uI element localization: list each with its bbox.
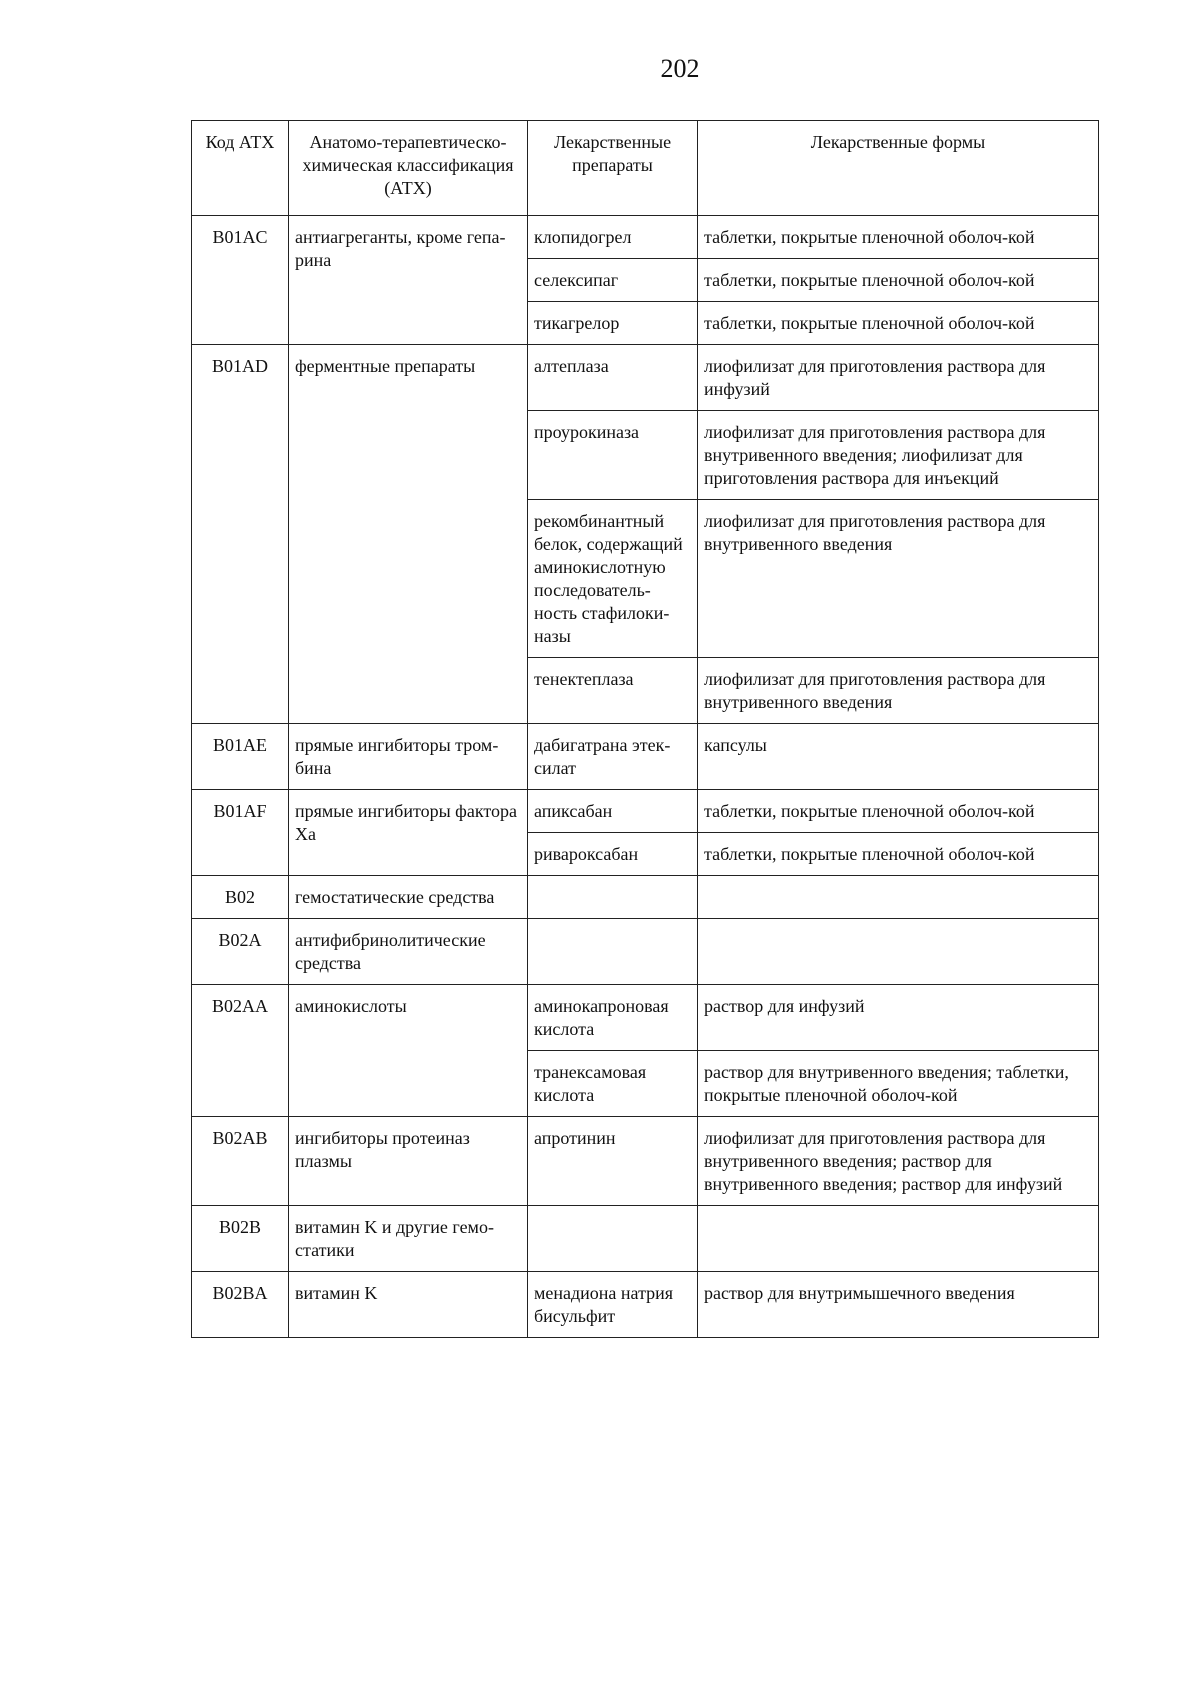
drug-name: апротинин bbox=[528, 1117, 698, 1206]
dosage-form: лиофилизат для приготовления раствора для внутривенного введения; раствор для внутривенного введения; раствор для инфузий bbox=[698, 1117, 1099, 1206]
dosage-form bbox=[698, 919, 1099, 985]
drug-name: рекомбинантный белок, содержащий аминокислотную последователь-ность стафилоки-назы bbox=[528, 500, 698, 658]
table-row bbox=[192, 985, 1099, 1051]
drug-name bbox=[528, 1206, 698, 1272]
table-header-row bbox=[192, 121, 1099, 216]
atc-code: B02B bbox=[192, 1206, 289, 1272]
atc-code: B02AB bbox=[192, 1117, 289, 1206]
atc-code: B02AA bbox=[192, 985, 289, 1117]
drug-name: менадиона натрия бисульфит bbox=[528, 1272, 698, 1338]
atc-classification: ферментные препараты bbox=[289, 345, 528, 724]
atc-code: B02 bbox=[192, 876, 289, 919]
atc-code: B01AE bbox=[192, 724, 289, 790]
atc-classification: витамин K и другие гемо-статики bbox=[289, 1206, 528, 1272]
atc-classification: прямые ингибиторы фактора Xa bbox=[289, 790, 528, 876]
dosage-form: раствор для инфузий bbox=[698, 985, 1099, 1051]
dosage-form bbox=[698, 1206, 1099, 1272]
dosage-form: лиофилизат для приготовления раствора для внутривенного введения; лиофилизат для приготовления раствора для инъекций bbox=[698, 411, 1099, 500]
atc-classification: прямые ингибиторы тром-бина bbox=[289, 724, 528, 790]
drug-name: тенектеплаза bbox=[528, 658, 698, 724]
table-row bbox=[192, 919, 1099, 985]
dosage-form bbox=[698, 876, 1099, 919]
drug-name: проурокиназа bbox=[528, 411, 698, 500]
dosage-form: таблетки, покрытые пленочной оболоч-кой bbox=[698, 833, 1099, 876]
atc-classification: аминокислоты bbox=[289, 985, 528, 1117]
dosage-form: капсулы bbox=[698, 724, 1099, 790]
drug-name: тикагрелор bbox=[528, 302, 698, 345]
header-classification: Анатомо-терапевтическо-химическая классификация (АТХ) bbox=[289, 121, 528, 216]
dosage-form: таблетки, покрытые пленочной оболоч-кой bbox=[698, 259, 1099, 302]
atc-classification: антифибринолитические средства bbox=[289, 919, 528, 985]
table-row bbox=[192, 724, 1099, 790]
atc-classification: антиагреганты, кроме гепа-рина bbox=[289, 216, 528, 345]
table-row bbox=[192, 345, 1099, 411]
dosage-form: таблетки, покрытые пленочной оболоч-кой bbox=[698, 790, 1099, 833]
header-forms: Лекарственные формы bbox=[698, 121, 1099, 216]
atc-classification: гемостатические средства bbox=[289, 876, 528, 919]
drug-name bbox=[528, 876, 698, 919]
drug-name: ривароксабан bbox=[528, 833, 698, 876]
drug-name: селексипаг bbox=[528, 259, 698, 302]
drug-name: аминокапроновая кислота bbox=[528, 985, 698, 1051]
atc-classification: ингибиторы протеиназ плазмы bbox=[289, 1117, 528, 1206]
page-number: 202 bbox=[660, 54, 700, 83]
dosage-form: лиофилизат для приготовления раствора для внутривенного введения bbox=[698, 658, 1099, 724]
table-row bbox=[192, 876, 1099, 919]
drug-name: алтеплаза bbox=[528, 345, 698, 411]
drug-name: дабигатрана этек-силат bbox=[528, 724, 698, 790]
dosage-form: раствор для внутривенного введения; таблетки, покрытые пленочной оболоч-кой bbox=[698, 1051, 1099, 1117]
table-row bbox=[192, 790, 1099, 833]
dosage-form: лиофилизат для приготовления раствора для инфузий bbox=[698, 345, 1099, 411]
drug-name: клопидогрел bbox=[528, 216, 698, 259]
table-row bbox=[192, 1272, 1099, 1338]
drug-name: транексамовая кислота bbox=[528, 1051, 698, 1117]
drug-name: апиксабан bbox=[528, 790, 698, 833]
dosage-form: лиофилизат для приготовления раствора для внутривенного введения bbox=[698, 500, 1099, 658]
table-row bbox=[192, 1206, 1099, 1272]
atc-code: B02BA bbox=[192, 1272, 289, 1338]
drug-name bbox=[528, 919, 698, 985]
dosage-form: таблетки, покрытые пленочной оболоч-кой bbox=[698, 216, 1099, 259]
atc-code: B01AF bbox=[192, 790, 289, 876]
atc-classification: витамин K bbox=[289, 1272, 528, 1338]
atc-table bbox=[191, 120, 1099, 1338]
dosage-form: раствор для внутримышечного введения bbox=[698, 1272, 1099, 1338]
atc-code: B02A bbox=[192, 919, 289, 985]
atc-code: B01AD bbox=[192, 345, 289, 724]
dosage-form: таблетки, покрытые пленочной оболоч-кой bbox=[698, 302, 1099, 345]
header-code: Код АТХ bbox=[192, 121, 289, 216]
table-row bbox=[192, 216, 1099, 259]
header-drugs: Лекарственные препараты bbox=[528, 121, 698, 216]
table-row bbox=[192, 1117, 1099, 1206]
atc-code: B01AC bbox=[192, 216, 289, 345]
